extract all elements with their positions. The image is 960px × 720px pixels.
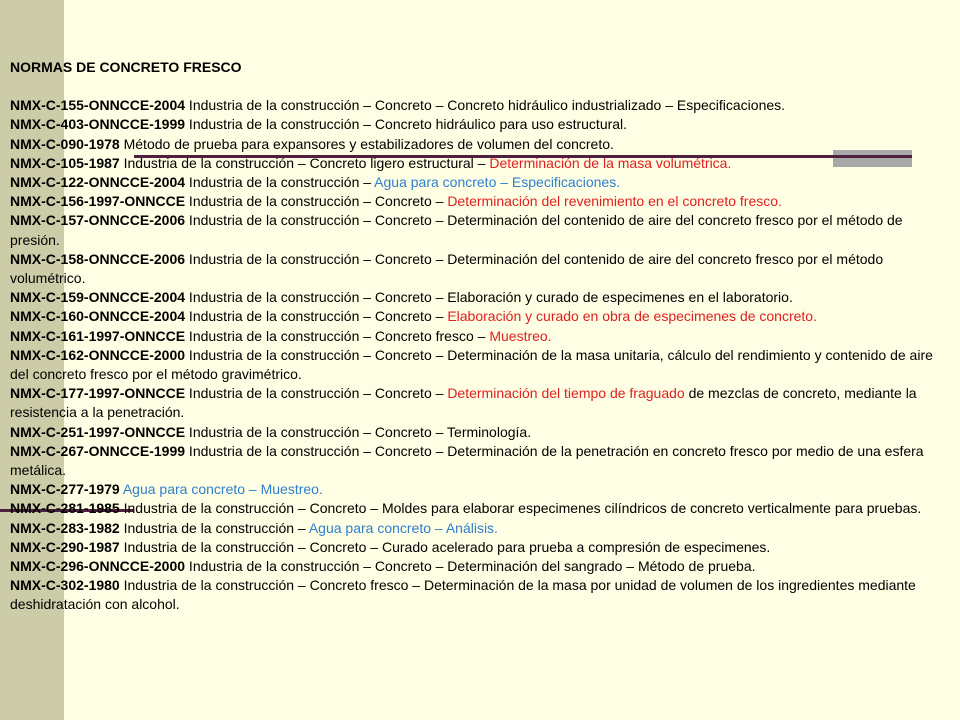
norm-code: NMX-C-290-1987 xyxy=(10,538,120,555)
document-body xyxy=(10,58,954,615)
norm-entry xyxy=(10,115,954,134)
norm-entry xyxy=(10,346,954,384)
norm-entry xyxy=(10,480,954,499)
norm-code: NMX-C-283-1982 xyxy=(10,519,120,536)
norm-code: NMX-C-158-ONNCCE-2006 xyxy=(10,250,186,267)
norm-entry xyxy=(10,96,954,115)
norm-entry xyxy=(10,173,954,192)
norm-description: Industria de la construcción – Concreto – Concreto hidráulico industrializado – Especificaciones. xyxy=(185,97,786,114)
norm-entry xyxy=(10,423,954,442)
norm-entry xyxy=(10,135,954,154)
norm-description: Industria de la construcción – Concreto – xyxy=(185,193,448,210)
norm-description: Industria de la construcción – Concreto – xyxy=(185,308,448,325)
norm-code: NMX-C-302-1980 xyxy=(10,577,120,594)
norm-description: Industria de la construcción – Concreto hidráulico para uso estructural. xyxy=(185,116,628,133)
norm-entry xyxy=(10,538,954,557)
norm-entry xyxy=(10,307,954,326)
norm-description: Industria de la construcción – xyxy=(119,519,309,536)
norm-highlight: Agua para concreto – Muestreo. xyxy=(122,481,323,498)
norm-code: NMX-C-296-ONNCCE-2000 xyxy=(10,558,186,575)
norm-code: NMX-C-267-ONNCCE-1999 xyxy=(10,442,186,459)
norm-description: Industria de la construcción – Concreto fresco – xyxy=(185,327,490,344)
norm-entry xyxy=(10,327,954,346)
norm-code: NMX-C-159-ONNCCE-2004 xyxy=(10,289,186,306)
norm-code: NMX-C-156-1997-ONNCCE xyxy=(10,193,186,210)
norm-description: Industria de la construcción – Concreto – Determinación del contenido de aire del concreto fresco por el método volumétrico. xyxy=(10,250,884,287)
norm-description: Industria de la construcción – Concreto – Terminología. xyxy=(185,423,532,440)
norm-entry xyxy=(10,211,954,249)
norm-description: Industria de la construcción – Concreto – Curado acelerado para prueba a compresión de especimenes. xyxy=(119,538,771,555)
norm-code: NMX-C-160-ONNCCE-2004 xyxy=(10,308,186,325)
norm-entry xyxy=(10,250,954,288)
norm-entry xyxy=(10,576,954,614)
norm-highlight: Determinación del revenimiento en el concreto fresco. xyxy=(447,193,782,210)
norm-code: NMX-C-403-ONNCCE-1999 xyxy=(10,116,186,133)
norm-description: Industria de la construcción – Concreto – Determinación del sangrado – Método de prueba. xyxy=(185,558,756,575)
norm-code: NMX-C-090-1978 xyxy=(10,135,120,152)
norm-entry xyxy=(10,557,954,576)
norm-entry xyxy=(10,288,954,307)
norm-description: Industria de la construcción – Concreto fresco – Determinación de la masa por unidad de volumen de los ingredientes mediante deshidratación con alcohol. xyxy=(10,577,916,613)
norm-highlight: Agua para concreto – Análisis. xyxy=(308,519,498,536)
norm-code: NMX-C-157-ONNCCE-2006 xyxy=(10,212,186,229)
norm-highlight: Determinación del tiempo de fraguado xyxy=(447,385,685,402)
norm-description: Industria de la construcción – Concreto – Determinación de la masa unitaria, cálculo del rendimiento y contenido de aire del concreto fresco por el método gravimétrico. xyxy=(10,346,933,383)
norm-entry xyxy=(10,384,954,422)
norm-description: Industria de la construcción – Concreto – Moldes para elaborar especimenes cilíndricos de concreto verticalmente para pruebas. xyxy=(119,500,922,517)
document-title: NORMAS DE CONCRETO FRESCO xyxy=(10,59,242,75)
norm-entry xyxy=(10,519,954,538)
norm-code: NMX-C-155-ONNCCE-2004 xyxy=(10,97,186,114)
norm-description: Industria de la construcción – Concreto – Determinación del contenido de aire del concreto fresco por el método de presión. xyxy=(10,212,903,248)
norm-code: NMX-C-281-1985 xyxy=(10,500,120,517)
norm-entry xyxy=(10,154,954,173)
norm-entry xyxy=(10,442,954,480)
norm-entry xyxy=(10,192,954,211)
norm-code: NMX-C-177-1997-ONNCCE xyxy=(10,385,186,402)
norm-highlight: Muestreo. xyxy=(489,327,552,344)
norm-description: Método de prueba para expansores y estabilizadores de volumen del concreto. xyxy=(119,135,614,152)
norm-highlight: Elaboración y curado en obra de especimenes de concreto. xyxy=(447,308,817,325)
norm-code: NMX-C-161-1997-ONNCCE xyxy=(10,327,186,344)
norm-description: Industria de la construcción – Concreto – Determinación de la penetración en concreto fresco por medio de una esfera metálica. xyxy=(10,442,924,479)
norm-code: NMX-C-277-1979 xyxy=(10,481,120,498)
norm-code: NMX-C-105-1987 xyxy=(10,154,120,171)
norm-description: Industria de la construcción – Concreto – xyxy=(185,385,448,402)
norm-code: NMX-C-122-ONNCCE-2004 xyxy=(10,174,186,191)
norm-description: Industria de la construcción – xyxy=(185,174,375,191)
norm-highlight: Determinación de la masa volumétrica. xyxy=(489,154,732,171)
norm-description-suffix: de mezclas de concreto, mediante la resistencia a la penetración. xyxy=(10,385,917,421)
norm-description: Industria de la construcción – Concreto – Elaboración y curado de especimenes en el laboratorio. xyxy=(185,289,793,306)
norm-list xyxy=(10,96,954,614)
norm-code: NMX-C-251-1997-ONNCCE xyxy=(10,423,186,440)
norm-code: NMX-C-162-ONNCCE-2000 xyxy=(10,346,186,363)
norm-highlight: Agua para concreto – Especificaciones. xyxy=(374,174,621,191)
norm-description: Industria de la construcción – Concreto ligero estructural – xyxy=(119,154,490,171)
norm-entry xyxy=(10,499,954,518)
